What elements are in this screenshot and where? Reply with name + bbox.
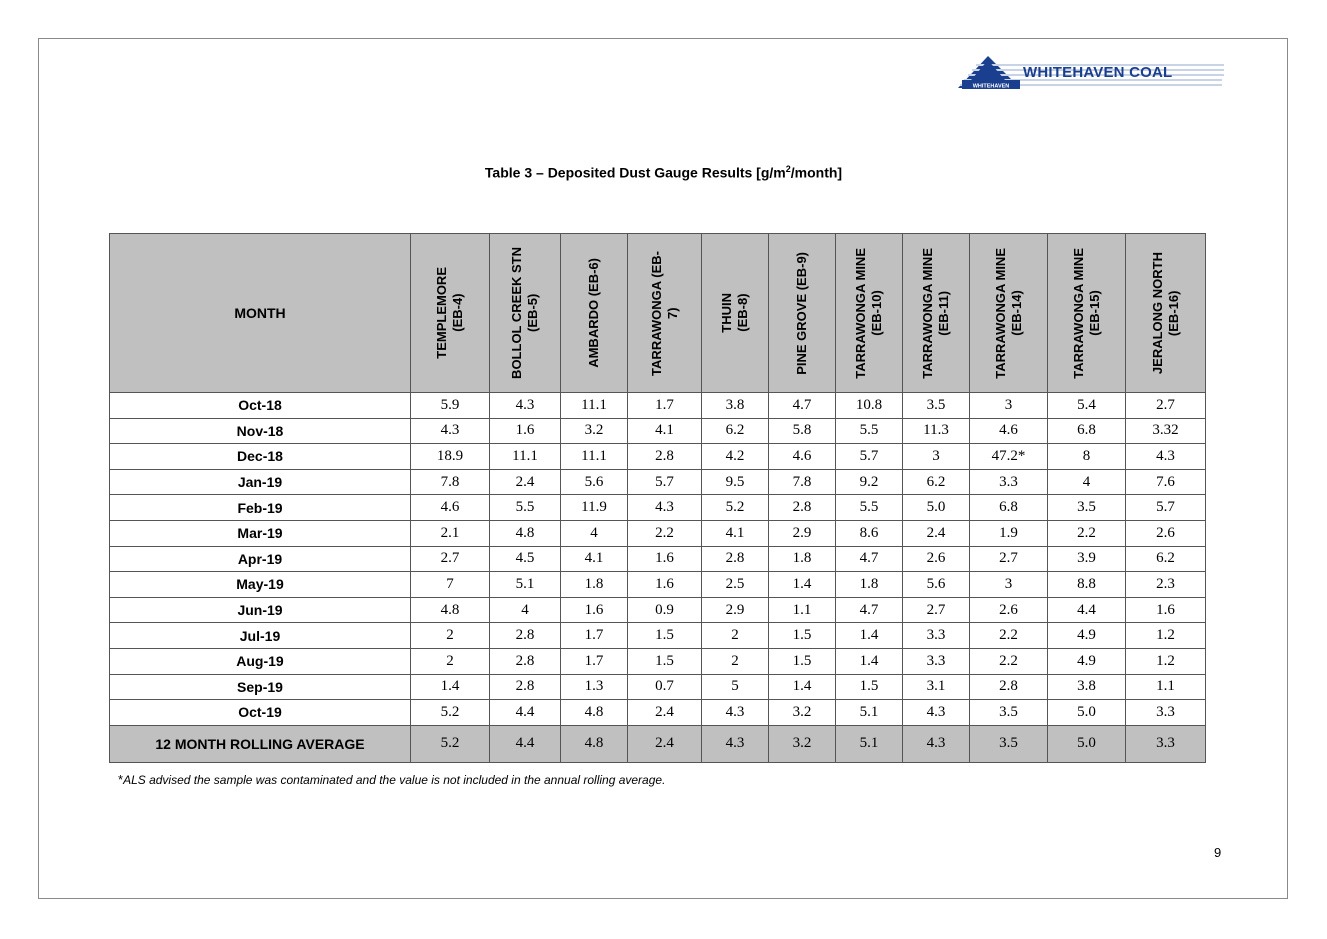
value-cell: 8	[1048, 444, 1126, 470]
value-cell: 2.7	[903, 597, 970, 623]
rolling-average-value: 5.2	[411, 725, 490, 762]
value-cell: 2.8	[769, 495, 836, 521]
value-cell: 1.4	[836, 623, 903, 649]
value-cell: 3.2	[561, 418, 628, 444]
value-cell: 3.2	[769, 700, 836, 726]
value-cell: 1.2	[1126, 648, 1206, 674]
value-cell: 8.8	[1048, 572, 1126, 598]
value-cell: 5.1	[836, 700, 903, 726]
table-row	[110, 674, 1206, 700]
station-column-label: BOLLOL CREEK STN (EB-5)	[509, 247, 540, 379]
station-column-header	[836, 234, 903, 393]
month-cell: Jan-19	[110, 469, 411, 495]
month-cell: Jul-19	[110, 623, 411, 649]
value-cell: 6.2	[1126, 546, 1206, 572]
rolling-average-value: 5.0	[1048, 725, 1126, 762]
value-cell: 2.8	[490, 623, 561, 649]
value-cell: 3.8	[702, 393, 769, 419]
value-cell: 1.1	[769, 597, 836, 623]
value-cell: 2.7	[1126, 393, 1206, 419]
value-cell: 2.1	[411, 520, 490, 546]
value-cell: 1.5	[628, 623, 702, 649]
value-cell: 5.6	[903, 572, 970, 598]
value-cell: 3.5	[903, 393, 970, 419]
value-cell: 3.5	[1048, 495, 1126, 521]
value-cell: 1.8	[836, 572, 903, 598]
station-column-label: PINE GROVE (EB-9)	[794, 251, 809, 375]
value-cell: 2.4	[490, 469, 561, 495]
value-cell: 1.4	[836, 648, 903, 674]
value-cell: 0.9	[628, 597, 702, 623]
month-cell: Nov-18	[110, 418, 411, 444]
value-cell: 2.4	[628, 700, 702, 726]
value-cell: 2.8	[970, 674, 1048, 700]
value-cell: 3.3	[970, 469, 1048, 495]
value-cell: 4.8	[561, 700, 628, 726]
value-cell: 2.7	[970, 546, 1048, 572]
value-cell: 1.5	[769, 648, 836, 674]
station-column-label: TARRAWONGA MINE (EB-11)	[920, 247, 951, 379]
value-cell: 3	[970, 572, 1048, 598]
value-cell: 4.7	[769, 393, 836, 419]
month-cell: Apr-19	[110, 546, 411, 572]
value-cell: 4.3	[628, 495, 702, 521]
station-column-label: TARRAWONGA MINE (EB-15)	[1070, 247, 1102, 379]
rolling-average-value: 4.3	[903, 725, 970, 762]
value-cell: 5	[702, 674, 769, 700]
month-cell: Feb-19	[110, 495, 411, 521]
value-cell: 2.5	[702, 572, 769, 598]
logo-sub-text: WHITEHAVEN	[972, 83, 1010, 90]
value-cell: 2	[702, 623, 769, 649]
value-cell: 4.1	[628, 418, 702, 444]
value-cell: 5.2	[411, 700, 490, 726]
value-cell: 4.3	[411, 418, 490, 444]
value-cell: 2.8	[490, 674, 561, 700]
station-column-label: JERALONG NORTH (EB-16)	[1149, 251, 1181, 375]
table-body	[110, 393, 1206, 763]
station-column-header	[628, 234, 702, 393]
value-cell: 3.3	[903, 623, 970, 649]
table-row	[110, 393, 1206, 419]
value-cell: 11.9	[561, 495, 628, 521]
value-cell: 4.3	[903, 700, 970, 726]
value-cell: 2.2	[970, 623, 1048, 649]
value-cell: 11.1	[490, 444, 561, 470]
value-cell: 2.2	[970, 648, 1048, 674]
value-cell: 4.9	[1048, 623, 1126, 649]
value-cell: 9.2	[836, 469, 903, 495]
table-title	[0, 164, 1327, 181]
value-cell: 4	[490, 597, 561, 623]
rolling-average-value: 4.3	[702, 725, 769, 762]
rolling-average-label: 12 MONTH ROLLING AVERAGE	[110, 725, 411, 762]
value-cell: 1.3	[561, 674, 628, 700]
month-cell: Dec-18	[110, 444, 411, 470]
value-cell: 4	[561, 520, 628, 546]
whitehaven-logo	[958, 56, 1224, 90]
station-column-header	[1126, 234, 1206, 393]
month-cell: Mar-19	[110, 520, 411, 546]
value-cell: 1.7	[561, 648, 628, 674]
station-column-label: TEMPLEMORE (EB-4)	[434, 267, 465, 359]
value-cell: 6.2	[702, 418, 769, 444]
value-cell: 5.7	[836, 444, 903, 470]
station-column-header	[490, 234, 561, 393]
value-cell: 1.6	[628, 546, 702, 572]
month-cell: Aug-19	[110, 648, 411, 674]
station-column-header	[970, 234, 1048, 393]
value-cell: 2.6	[1126, 520, 1206, 546]
value-cell: 47.2*	[970, 444, 1048, 470]
value-cell: 7	[411, 572, 490, 598]
value-cell: 4.2	[702, 444, 769, 470]
value-cell: 5.8	[769, 418, 836, 444]
page-number: 9	[1214, 845, 1222, 860]
month-cell: May-19	[110, 572, 411, 598]
value-cell: 2.7	[411, 546, 490, 572]
value-cell: 5.4	[1048, 393, 1126, 419]
value-cell: 2	[702, 648, 769, 674]
footnote-text: ALS advised the sample was contaminated and the value is not included in the annual rolling average.	[123, 773, 666, 787]
value-cell: 4.6	[769, 444, 836, 470]
rolling-average-value: 3.2	[769, 725, 836, 762]
value-cell: 1.5	[769, 623, 836, 649]
value-cell: 7.6	[1126, 469, 1206, 495]
value-cell: 4.4	[1048, 597, 1126, 623]
value-cell: 4.7	[836, 597, 903, 623]
value-cell: 1.7	[628, 393, 702, 419]
month-cell: Sep-19	[110, 674, 411, 700]
station-column-header	[561, 234, 628, 393]
value-cell: 18.9	[411, 444, 490, 470]
value-cell: 4	[1048, 469, 1126, 495]
value-cell: 2.2	[628, 520, 702, 546]
month-cell: Oct-18	[110, 393, 411, 419]
rolling-average-value: 5.1	[836, 725, 903, 762]
value-cell: 11.1	[561, 393, 628, 419]
value-cell: 7.8	[411, 469, 490, 495]
value-cell: 5.5	[490, 495, 561, 521]
value-cell: 1.5	[836, 674, 903, 700]
value-cell: 6.2	[903, 469, 970, 495]
rolling-average-value: 3.5	[970, 725, 1048, 762]
value-cell: 4.3	[702, 700, 769, 726]
value-cell: 1.6	[561, 597, 628, 623]
station-column-label: THUIN (EB-8)	[719, 293, 750, 333]
value-cell: 2.8	[702, 546, 769, 572]
value-cell: 5.7	[628, 469, 702, 495]
value-cell: 2.4	[903, 520, 970, 546]
value-cell: 1.8	[561, 572, 628, 598]
station-column-header	[769, 234, 836, 393]
table-row	[110, 469, 1206, 495]
value-cell: 3.32	[1126, 418, 1206, 444]
table-row	[110, 700, 1206, 726]
value-cell: 4.3	[490, 393, 561, 419]
table-row	[110, 648, 1206, 674]
dust-gauge-results-table	[109, 233, 1206, 763]
value-cell: 1.4	[769, 572, 836, 598]
value-cell: 8.6	[836, 520, 903, 546]
table-row	[110, 418, 1206, 444]
value-cell: 11.3	[903, 418, 970, 444]
value-cell: 2.8	[490, 648, 561, 674]
title-prefix: Table 3 – Deposited Dust Gauge Results [g/m	[484, 164, 786, 181]
value-cell: 5.7	[1126, 495, 1206, 521]
value-cell: 4.1	[561, 546, 628, 572]
station-column-label: AMBARDO (EB-6)	[586, 258, 601, 368]
value-cell: 1.4	[411, 674, 490, 700]
value-cell: 4.8	[490, 520, 561, 546]
logo-text: WHITEHAVEN COAL	[1023, 64, 1173, 81]
value-cell: 5.0	[1048, 700, 1126, 726]
value-cell: 1.6	[1126, 597, 1206, 623]
value-cell: 3.3	[1126, 700, 1206, 726]
value-cell: 0.7	[628, 674, 702, 700]
value-cell: 2.2	[1048, 520, 1126, 546]
value-cell: 5.2	[702, 495, 769, 521]
value-cell: 2	[411, 648, 490, 674]
station-column-header	[702, 234, 769, 393]
title-superscript: 2	[785, 164, 791, 174]
value-cell: 2.9	[702, 597, 769, 623]
rolling-average-row	[110, 725, 1206, 762]
table-row	[110, 520, 1206, 546]
rolling-average-value: 3.3	[1126, 725, 1206, 762]
value-cell: 2.6	[970, 597, 1048, 623]
value-cell: 4.9	[1048, 648, 1126, 674]
value-cell: 1.9	[970, 520, 1048, 546]
value-cell: 9.5	[702, 469, 769, 495]
station-column-label: TARRAWONGA MINE (EB-10)	[853, 247, 884, 379]
value-cell: 5.5	[836, 495, 903, 521]
value-cell: 4.1	[702, 520, 769, 546]
rolling-average-value: 4.8	[561, 725, 628, 762]
station-column-label: TARRAWONGA (EB- 7)	[648, 250, 680, 376]
value-cell: 1.1	[1126, 674, 1206, 700]
value-cell: 2.3	[1126, 572, 1206, 598]
rolling-average-value: 4.4	[490, 725, 561, 762]
value-cell: 5.9	[411, 393, 490, 419]
value-cell: 6.8	[1048, 418, 1126, 444]
value-cell: 1.7	[561, 623, 628, 649]
value-cell: 3	[903, 444, 970, 470]
value-cell: 2.9	[769, 520, 836, 546]
value-cell: 3.9	[1048, 546, 1126, 572]
value-cell: 1.6	[490, 418, 561, 444]
value-cell: 10.8	[836, 393, 903, 419]
month-cell: Jun-19	[110, 597, 411, 623]
station-column-header	[411, 234, 490, 393]
value-cell: 11.1	[561, 444, 628, 470]
value-cell: 3	[970, 393, 1048, 419]
table-row	[110, 495, 1206, 521]
month-cell: Oct-19	[110, 700, 411, 726]
value-cell: 5.0	[903, 495, 970, 521]
value-cell: 6.8	[970, 495, 1048, 521]
value-cell: 1.4	[769, 674, 836, 700]
value-cell: 4.8	[411, 597, 490, 623]
value-cell: 3.1	[903, 674, 970, 700]
value-cell: 4.6	[411, 495, 490, 521]
value-cell: 4.5	[490, 546, 561, 572]
table-header-row	[110, 234, 1206, 393]
footnote	[118, 772, 665, 787]
value-cell: 4.4	[490, 700, 561, 726]
value-cell: 5.1	[490, 572, 561, 598]
station-column-header	[903, 234, 970, 393]
value-cell: 2	[411, 623, 490, 649]
table-row	[110, 597, 1206, 623]
value-cell: 3.3	[903, 648, 970, 674]
value-cell: 4.7	[836, 546, 903, 572]
rolling-average-value: 2.4	[628, 725, 702, 762]
station-column-label: TARRAWONGA MINE (EB-14)	[992, 247, 1024, 379]
value-cell: 7.8	[769, 469, 836, 495]
value-cell: 1.6	[628, 572, 702, 598]
value-cell: 1.5	[628, 648, 702, 674]
value-cell: 1.2	[1126, 623, 1206, 649]
month-column-header: MONTH	[110, 234, 411, 393]
value-cell: 5.6	[561, 469, 628, 495]
table-row	[110, 546, 1206, 572]
value-cell: 4.6	[970, 418, 1048, 444]
value-cell: 2.8	[628, 444, 702, 470]
station-column-header	[1048, 234, 1126, 393]
table-row	[110, 444, 1206, 470]
value-cell: 2.6	[903, 546, 970, 572]
table-row	[110, 572, 1206, 598]
value-cell: 4.3	[1126, 444, 1206, 470]
value-cell: 3.8	[1048, 674, 1126, 700]
table-row	[110, 623, 1206, 649]
title-suffix: /month]	[790, 164, 843, 181]
footnote-star: *	[118, 772, 124, 787]
value-cell: 1.8	[769, 546, 836, 572]
value-cell: 5.5	[836, 418, 903, 444]
value-cell: 3.5	[970, 700, 1048, 726]
